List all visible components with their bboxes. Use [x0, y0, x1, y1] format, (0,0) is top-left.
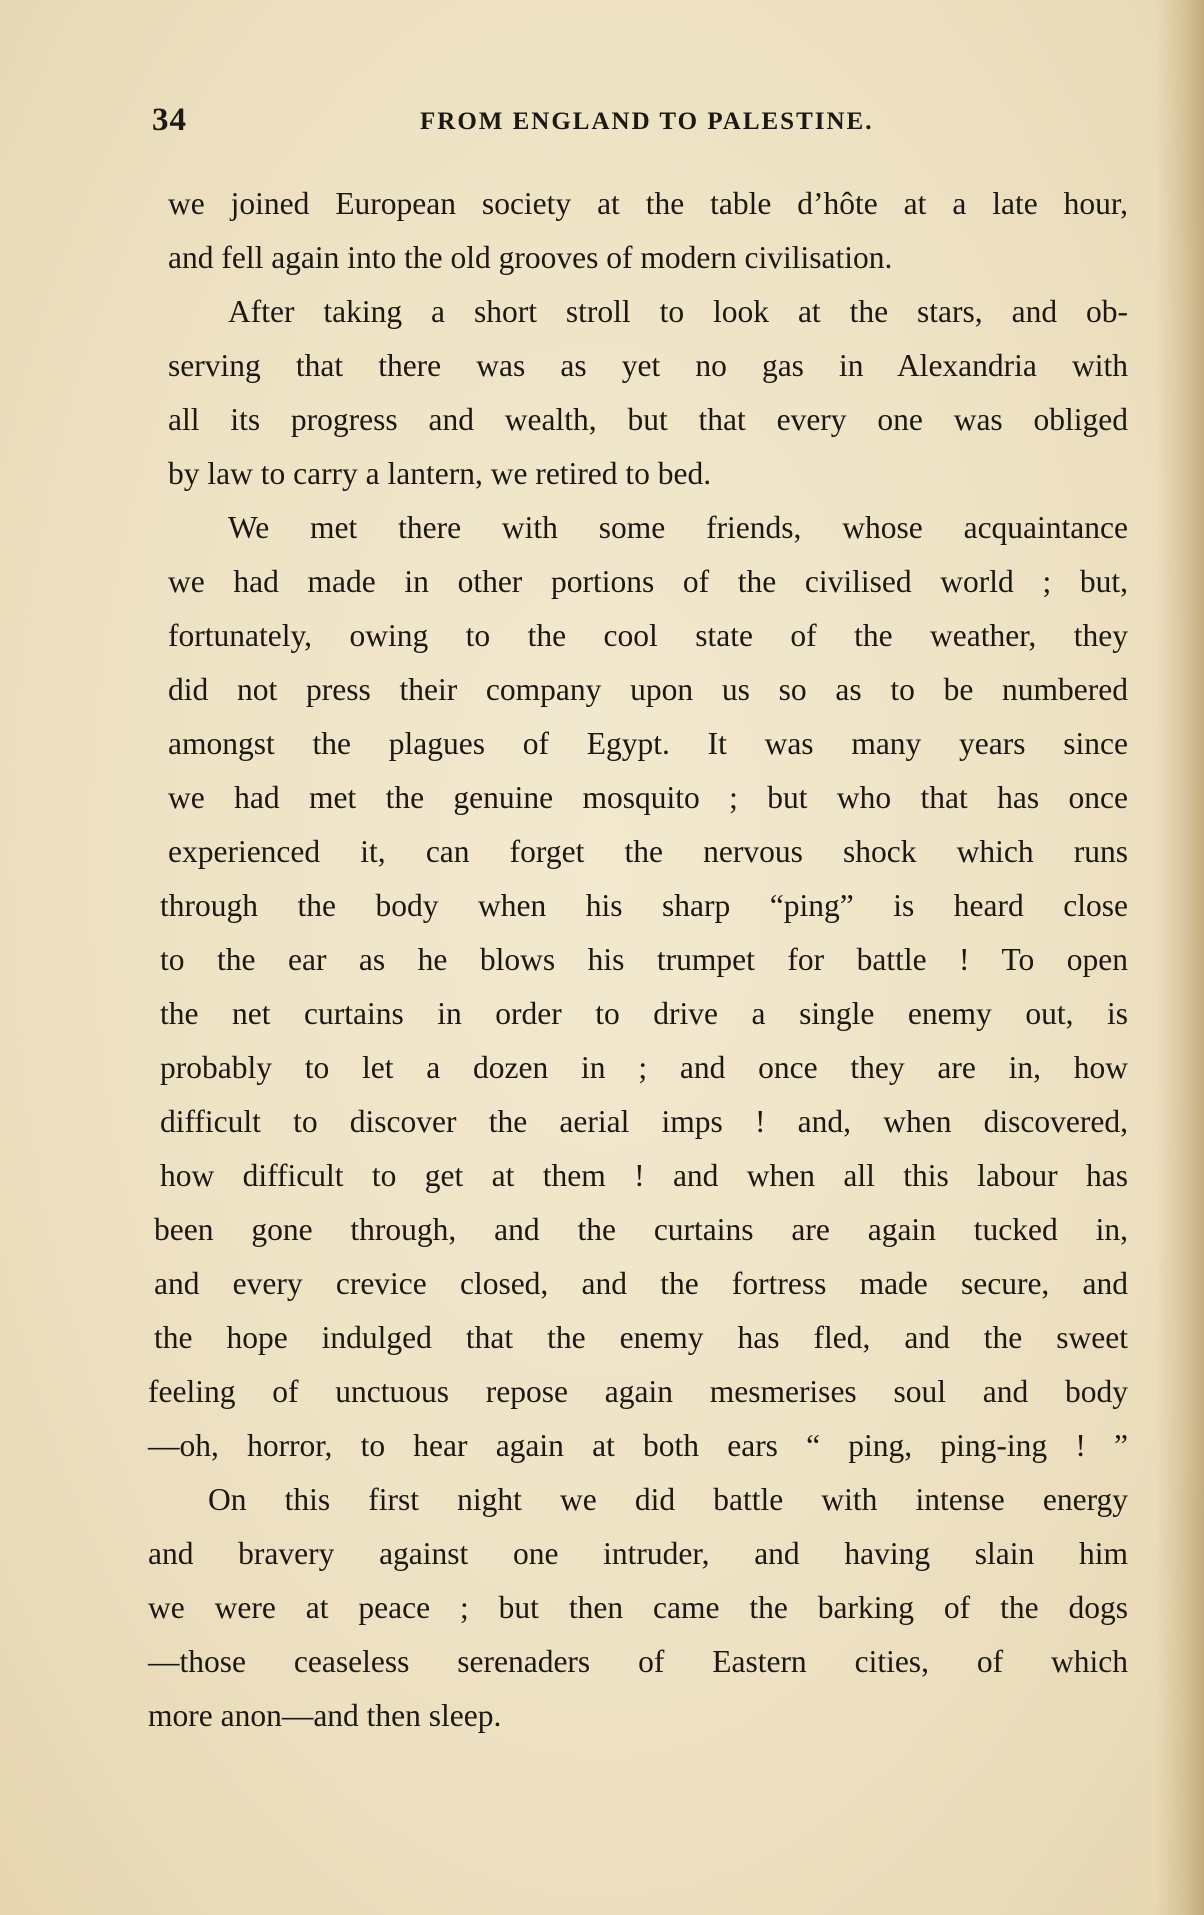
- text-line: experienced it, can forget the nervous shock which runs: [168, 834, 1128, 869]
- text-line: —those ceaseless serenaders of Eastern cities, of which: [148, 1644, 1128, 1679]
- body-text: [148, 177, 1128, 1743]
- text-line: the net curtains in order to drive a single enemy out, is: [160, 996, 1128, 1031]
- text-line: we joined European society at the table d’hôte at a late hour,: [168, 186, 1128, 221]
- text-line: we were at peace ; but then came the barking of the dogs: [148, 1590, 1128, 1625]
- text-line: we had met the genuine mosquito ; but who that has once: [168, 780, 1128, 815]
- text-line: and fell again into the old grooves of modern civilisation.: [168, 240, 893, 275]
- text-line: all its progress and wealth, but that every one was obliged: [168, 402, 1128, 437]
- page-edge-shadow: [1156, 0, 1204, 1915]
- text-line: fortunately, owing to the cool state of the weather, they: [168, 618, 1128, 653]
- text-line: how difficult to get at them ! and when all this labour has: [160, 1158, 1128, 1193]
- text-line: and bravery against one intruder, and having slain him: [148, 1536, 1128, 1571]
- text-line: by law to carry a lantern, we retired to bed.: [168, 456, 712, 491]
- text-line: through the body when his sharp “ping” is heard close: [160, 888, 1128, 923]
- text-line: After taking a short stroll to look at the stars, and ob-: [228, 294, 1128, 329]
- text-line: On this first night we did battle with intense energy: [208, 1482, 1128, 1517]
- text-line: to the ear as he blows his trumpet for battle ! To open: [160, 942, 1128, 977]
- running-head: FROM ENGLAND TO PALESTINE.: [420, 108, 874, 135]
- text-line: probably to let a dozen in ; and once they are in, how: [160, 1050, 1128, 1085]
- page-number: 34: [152, 102, 187, 138]
- text-line: did not press their company upon us so as to be numbered: [168, 672, 1128, 707]
- text-line: serving that there was as yet no gas in Alexandria with: [168, 348, 1128, 383]
- text-line: we had made in other portions of the civilised world ; but,: [168, 564, 1128, 599]
- text-line: We met there with some friends, whose acquaintance: [228, 510, 1128, 545]
- text-line: been gone through, and the curtains are again tucked in,: [154, 1212, 1128, 1247]
- text-line: —oh, horror, to hear again at both ears “ ping, ping-ing ! ”: [148, 1428, 1128, 1463]
- text-line: feeling of unctuous repose again mesmerises soul and body: [148, 1374, 1128, 1409]
- text-line: more anon—and then sleep.: [148, 1698, 502, 1733]
- text-line: the hope indulged that the enemy has fled, and the sweet: [154, 1320, 1128, 1355]
- text-line: and every crevice closed, and the fortress made secure, and: [154, 1266, 1128, 1301]
- text-line: amongst the plagues of Egypt. It was many years since: [168, 726, 1128, 761]
- text-line: difficult to discover the aerial imps ! and, when discovered,: [160, 1104, 1128, 1139]
